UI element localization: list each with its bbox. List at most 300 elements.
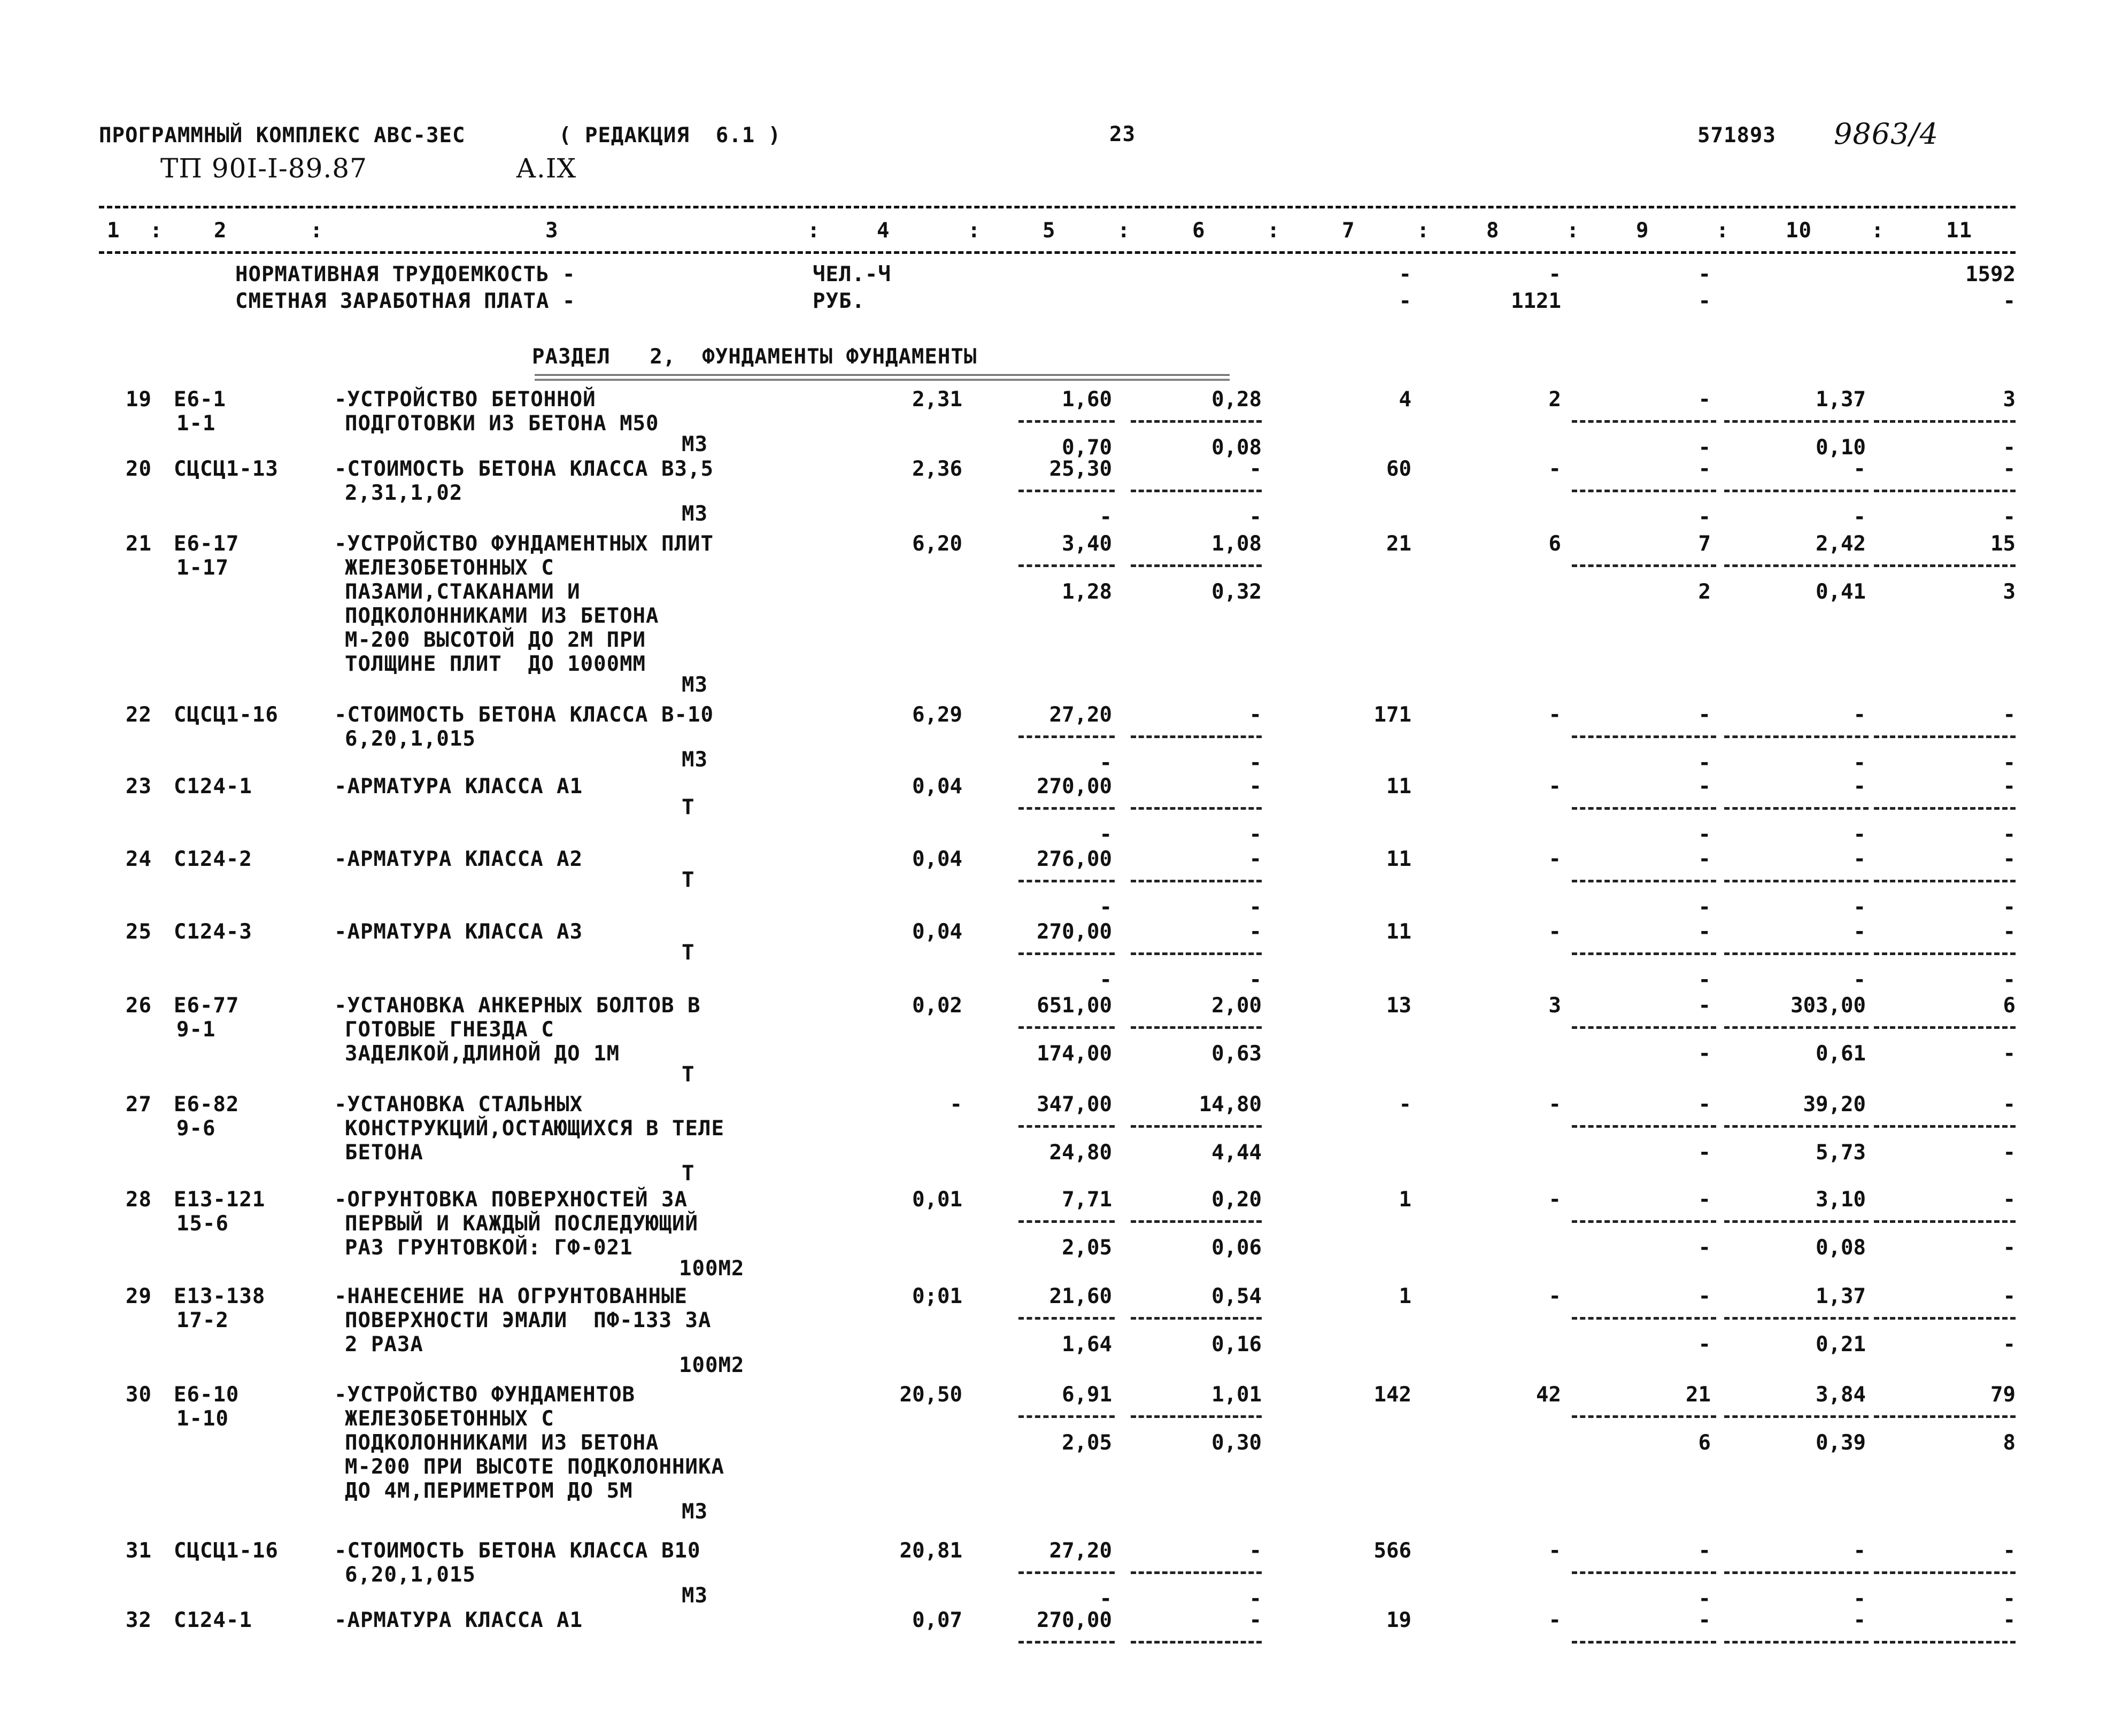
row-subcode: 15-6 — [176, 1212, 229, 1236]
fraction-rule — [1874, 1641, 2016, 1644]
machine-cost-sub: 2 — [1698, 580, 1711, 604]
machine-cost: - — [1698, 1092, 1711, 1117]
unit-price: 270,00 — [1037, 774, 1112, 799]
row-subcode: 17-2 — [176, 1308, 229, 1332]
machine-cost: - — [1698, 920, 1711, 944]
fraction-rule — [1131, 735, 1262, 738]
row-number: 24 — [126, 847, 152, 871]
machine-cost-sub: - — [1698, 1042, 1711, 1066]
fraction-rule — [1724, 735, 1869, 738]
machine-unit: - — [1853, 847, 1866, 871]
row-number: 26 — [126, 994, 152, 1018]
row-description: М-200 ПРИ ВЫСОТЕ ПОДКОЛОННИКА — [345, 1455, 724, 1479]
fraction-rule — [1874, 1220, 2016, 1223]
fraction-rule — [1018, 807, 1115, 810]
unit-wage: 2,00 — [1211, 994, 1262, 1018]
machine-cost: - — [1698, 387, 1711, 412]
fraction-rule — [1572, 1125, 1716, 1128]
unit-wage: - — [1249, 703, 1262, 727]
quantity: 20,50 — [899, 1383, 962, 1407]
labor-cost: - — [2003, 920, 2016, 944]
unit-price-wage: 2,05 — [1062, 1431, 1112, 1455]
total-wage: - — [1548, 703, 1561, 727]
unit-wage: 0,28 — [1211, 387, 1262, 412]
labor-cost-sub: - — [2003, 436, 2016, 460]
row-number: 25 — [126, 920, 152, 944]
column-number: 3 — [545, 219, 559, 243]
fraction-rule — [1572, 1571, 1716, 1574]
machine-unit: 39,20 — [1803, 1092, 1866, 1117]
fraction-rule — [1724, 420, 1869, 423]
labor-cost-sub: - — [2003, 895, 2016, 919]
labor-cost-sub: - — [2003, 1141, 2016, 1165]
summary-unit: РУБ. — [813, 289, 865, 313]
labor-cost: - — [2003, 1608, 2016, 1632]
row-subcode: 9-6 — [176, 1117, 216, 1141]
row-code: Е13-121 — [174, 1188, 266, 1212]
row-description: ПАЗАМИ,СТАКАНАМИ И — [345, 580, 581, 604]
labor-cost: - — [2003, 847, 2016, 871]
unit-wage: - — [1249, 847, 1262, 871]
fraction-rule — [1018, 420, 1115, 423]
fraction-rule — [1131, 952, 1262, 955]
quantity: 20,81 — [899, 1539, 962, 1563]
machine-unit-sub: - — [1853, 968, 1866, 992]
unit-price: 27,20 — [1049, 703, 1112, 727]
project-number: ТП 90I-I-89.87 — [160, 153, 367, 184]
unit-wage: - — [1249, 457, 1262, 481]
row-unit: 100М2 — [679, 1257, 745, 1281]
fraction-rule — [1131, 1641, 1262, 1644]
fraction-rule — [1724, 880, 1869, 882]
row-description: -АРМАТУРА КЛАССА А1 — [334, 774, 583, 799]
total-cost: 142 — [1373, 1383, 1411, 1407]
machine-cost: - — [1698, 774, 1711, 799]
machine-cost: 21 — [1686, 1383, 1711, 1407]
unit-wage-sub: 4,44 — [1211, 1141, 1262, 1165]
unit-price: 25,30 — [1049, 457, 1112, 481]
column-number: 1 — [107, 219, 120, 243]
column-separator: : — [968, 219, 981, 243]
labor-cost: - — [2003, 703, 2016, 727]
row-description: -АРМАТУРА КЛАССА А1 — [334, 1608, 583, 1632]
machine-unit: 303,00 — [1790, 994, 1866, 1018]
unit-price-wage: 1,64 — [1062, 1332, 1112, 1357]
row-description: -СТОИМОСТЬ БЕТОНА КЛАССА В-10 — [334, 703, 714, 727]
fraction-rule — [1131, 1317, 1262, 1320]
row-unit: М3 — [682, 502, 708, 526]
machine-unit: - — [1853, 457, 1866, 481]
fraction-rule — [1018, 564, 1115, 567]
unit-price: 27,20 — [1049, 1539, 1112, 1563]
row-description: -УСТРОЙСТВО ФУНДАМЕНТНЫХ ПЛИТ — [334, 532, 714, 556]
row-unit: Т — [682, 795, 695, 819]
column-separator: : — [150, 219, 163, 243]
machine-unit: 1,37 — [1816, 1284, 1866, 1308]
fraction-rule — [1874, 735, 2016, 738]
total-wage: 3 — [1548, 994, 1561, 1018]
row-number: 19 — [126, 387, 152, 412]
machine-cost: - — [1698, 847, 1711, 871]
fraction-rule — [1018, 1415, 1115, 1418]
row-description: КОНСТРУКЦИЙ,ОСТАЮЩИХСЯ В ТЕЛЕ — [345, 1117, 724, 1141]
total-wage: - — [1548, 1092, 1561, 1117]
fraction-rule — [1724, 1415, 1869, 1418]
fraction-rule — [1874, 1125, 2016, 1128]
unit-wage-sub: - — [1249, 505, 1262, 529]
row-number: 31 — [126, 1539, 152, 1563]
fraction-rule — [1018, 1571, 1115, 1574]
unit-wage-sub: - — [1249, 968, 1262, 992]
fraction-rule — [1131, 1571, 1262, 1574]
fraction-rule — [1018, 1125, 1115, 1128]
column-separator: : — [1716, 219, 1730, 243]
summary-c8: 1121 — [1511, 289, 1561, 313]
total-wage: 6 — [1548, 532, 1561, 556]
fraction-rule — [1018, 880, 1115, 882]
column-separator: : — [1267, 219, 1280, 243]
machine-cost-sub: - — [1698, 436, 1711, 460]
fraction-rule — [1131, 564, 1262, 567]
fraction-rule — [1874, 1317, 2016, 1320]
row-description: -СТОИМОСТЬ БЕТОНА КЛАССА В10 — [334, 1539, 701, 1563]
machine-cost: - — [1698, 1539, 1711, 1563]
labor-cost: - — [2003, 457, 2016, 481]
unit-price-wage: - — [1099, 751, 1112, 775]
machine-unit: 3,84 — [1816, 1383, 1866, 1407]
machine-cost: 7 — [1698, 532, 1711, 556]
fraction-rule — [1874, 880, 2016, 882]
labor-cost-sub: - — [2003, 1587, 2016, 1611]
total-cost: 171 — [1373, 703, 1411, 727]
unit-price-wage: - — [1099, 895, 1112, 919]
unit-wage-sub: 0,30 — [1211, 1431, 1262, 1455]
row-description: ПОДКОЛОННИКАМИ ИЗ БЕТОНА — [345, 604, 659, 628]
fraction-rule — [1724, 490, 1869, 492]
total-cost: 13 — [1386, 994, 1411, 1018]
row-number: 20 — [126, 457, 152, 481]
row-subcode: 1-17 — [176, 556, 229, 580]
fraction-rule — [1018, 1317, 1115, 1320]
fraction-rule — [1874, 1026, 2016, 1029]
row-unit: Т — [682, 941, 695, 965]
labor-cost-sub: 3 — [2003, 580, 2016, 604]
row-description: ТОЛЩИНЕ ПЛИТ ДО 1000ММ — [345, 652, 646, 676]
total-wage: - — [1548, 1539, 1561, 1563]
fraction-rule — [1572, 420, 1716, 423]
total-cost: 566 — [1373, 1539, 1411, 1563]
labor-cost-sub: - — [2003, 505, 2016, 529]
machine-unit-sub: - — [1853, 505, 1866, 529]
row-description: БЕТОНА — [345, 1141, 423, 1165]
row-number: 21 — [126, 532, 152, 556]
summary-c7: - — [1399, 289, 1411, 313]
fraction-rule — [1724, 564, 1869, 567]
fraction-rule — [1572, 1317, 1716, 1320]
row-number: 28 — [126, 1188, 152, 1212]
summary-c7: - — [1399, 262, 1411, 286]
album-number: А.IX — [516, 153, 577, 184]
header-rule-bottom — [99, 251, 2016, 254]
fraction-rule — [1572, 490, 1716, 492]
machine-unit-sub: 5,73 — [1816, 1141, 1866, 1165]
machine-cost: - — [1698, 457, 1711, 481]
unit-price-wage: - — [1099, 1587, 1112, 1611]
unit-price: 21,60 — [1049, 1284, 1112, 1308]
labor-cost: 79 — [1990, 1383, 2016, 1407]
row-code: С124-3 — [174, 920, 252, 944]
row-description: М-200 ВЫСОТОЙ ДО 2М ПРИ — [345, 628, 646, 652]
unit-wage: 1,08 — [1211, 532, 1262, 556]
unit-wage: - — [1249, 1539, 1262, 1563]
unit-price: 270,00 — [1037, 1608, 1112, 1632]
machine-unit-sub: 0,61 — [1816, 1042, 1866, 1066]
column-number: 8 — [1486, 219, 1500, 243]
unit-wage-sub: 0,08 — [1211, 436, 1262, 460]
machine-cost-sub: 6 — [1698, 1431, 1711, 1455]
program-name: ПРОГРАММНЫЙ КОМПЛЕКС АВС-ЗЕС — [99, 123, 466, 148]
total-wage: - — [1548, 847, 1561, 871]
column-separator: : — [1566, 219, 1580, 243]
row-unit: М3 — [682, 1584, 708, 1608]
fraction-rule — [1874, 490, 2016, 492]
summary-label: СМЕТНАЯ ЗАРАБОТНАЯ ПЛАТА - — [235, 289, 576, 313]
labor-cost-sub: - — [2003, 968, 2016, 992]
fraction-rule — [1874, 1571, 2016, 1574]
summary-label: НОРМАТИВНАЯ ТРУДОЕМКОСТЬ - — [235, 262, 576, 286]
fraction-rule — [1131, 1220, 1262, 1223]
total-cost: 19 — [1386, 1608, 1411, 1632]
row-description: -УСТРОЙСТВО ФУНДАМЕНТОВ — [334, 1383, 636, 1407]
machine-unit: 2,42 — [1816, 532, 1866, 556]
unit-wage: 14,80 — [1199, 1092, 1262, 1117]
header-rule-top — [99, 206, 2016, 208]
total-cost: - — [1399, 1092, 1411, 1117]
fraction-rule — [1572, 1220, 1716, 1223]
labor-cost-sub: - — [2003, 1042, 2016, 1066]
machine-unit: - — [1853, 920, 1866, 944]
fraction-rule — [1018, 490, 1115, 492]
row-number: 32 — [126, 1608, 152, 1632]
quantity: 0,04 — [912, 847, 962, 871]
unit-price: 1,60 — [1062, 387, 1112, 412]
row-code: Е6-82 — [174, 1092, 240, 1117]
row-code: Е6-1 — [174, 387, 226, 412]
row-code: СЦСЦ1-13 — [174, 457, 279, 481]
unit-price-wage: - — [1099, 505, 1112, 529]
row-description: -АРМАТУРА КЛАССА А3 — [334, 920, 583, 944]
fraction-rule — [1018, 1026, 1115, 1029]
machine-cost-sub: - — [1698, 1587, 1711, 1611]
machine-cost: - — [1698, 1284, 1711, 1308]
column-number: 6 — [1192, 219, 1206, 243]
row-unit: Т — [682, 1063, 695, 1087]
fraction-rule — [1724, 807, 1869, 810]
row-number: 29 — [126, 1284, 152, 1308]
document-code: 571893 — [1697, 123, 1776, 148]
row-description: ГОТОВЫЕ ГНЕЗДА С — [345, 1018, 554, 1042]
total-wage: - — [1548, 1608, 1561, 1632]
fraction-rule — [1572, 1641, 1716, 1644]
section-title: РАЗДЕЛ 2, ФУНДАМЕНТЫ ФУНДАМЕНТЫ — [532, 345, 977, 369]
quantity: 0;01 — [912, 1284, 962, 1308]
quantity: 0,02 — [912, 994, 962, 1018]
total-cost: 4 — [1399, 387, 1411, 412]
fraction-rule — [1724, 1571, 1869, 1574]
column-separator: : — [1117, 219, 1131, 243]
quantity: 2,31 — [912, 387, 962, 412]
summary-unit: ЧЕЛ.-Ч — [813, 262, 891, 286]
machine-cost-sub: - — [1698, 895, 1711, 919]
row-description: 6,20,1,015 — [345, 727, 476, 751]
row-number: 27 — [126, 1092, 152, 1117]
fraction-rule — [1131, 1415, 1262, 1418]
column-number: 9 — [1636, 219, 1649, 243]
fraction-rule — [1018, 735, 1115, 738]
row-number: 23 — [126, 774, 152, 799]
fraction-rule — [1131, 490, 1262, 492]
machine-unit-sub: - — [1853, 1587, 1866, 1611]
quantity: 2,36 — [912, 457, 962, 481]
total-cost: 1 — [1399, 1284, 1411, 1308]
unit-price: 3,40 — [1062, 532, 1112, 556]
machine-unit-sub: - — [1853, 823, 1866, 847]
machine-unit-sub: 0,39 — [1816, 1431, 1866, 1455]
unit-price-wage: 24,80 — [1049, 1141, 1112, 1165]
row-description: -НАНЕСЕНИЕ НА ОГРУНТОВАННЫЕ — [334, 1284, 688, 1308]
fraction-rule — [1874, 952, 2016, 955]
row-description: -СТОИМОСТЬ БЕТОНА КЛАССА В3,5 — [334, 457, 714, 481]
fraction-rule — [1018, 1220, 1115, 1223]
edition: ( РЕДАКЦИЯ 6.1 ) — [559, 123, 782, 148]
column-number: 11 — [1946, 219, 1972, 243]
fraction-rule — [1131, 1026, 1262, 1029]
row-description: ЖЕЛЕЗОБЕТОННЫХ С — [345, 556, 554, 580]
unit-wage-sub: 0,32 — [1211, 580, 1262, 604]
row-unit: М3 — [682, 748, 708, 772]
row-unit: Т — [682, 1161, 695, 1185]
row-unit: 100М2 — [679, 1353, 745, 1377]
labor-cost-sub: - — [2003, 1236, 2016, 1260]
labor-cost: 3 — [2003, 387, 2016, 412]
machine-unit-sub: - — [1853, 751, 1866, 775]
machine-unit: 1,37 — [1816, 387, 1866, 412]
row-number: 22 — [126, 703, 152, 727]
machine-unit-sub: 0,10 — [1816, 436, 1866, 460]
machine-cost: - — [1698, 994, 1711, 1018]
total-cost: 21 — [1386, 532, 1411, 556]
unit-price-wage: 2,05 — [1062, 1236, 1112, 1260]
row-code: С124-2 — [174, 847, 252, 871]
unit-wage: 0,54 — [1211, 1284, 1262, 1308]
unit-wage: 0,20 — [1211, 1188, 1262, 1212]
fraction-rule — [1572, 1415, 1716, 1418]
row-description: ЖЕЛЕЗОБЕТОННЫХ С — [345, 1407, 554, 1431]
machine-cost-sub: - — [1698, 751, 1711, 775]
row-subcode: 1-1 — [176, 412, 216, 436]
row-code: СЦСЦ1-16 — [174, 703, 279, 727]
summary-c11: 1592 — [1965, 262, 2016, 286]
total-cost: 1 — [1399, 1188, 1411, 1212]
quantity: 6,20 — [912, 532, 962, 556]
column-separator: : — [310, 219, 323, 243]
fraction-rule — [1724, 1026, 1869, 1029]
machine-unit: - — [1853, 1539, 1866, 1563]
labor-cost: - — [2003, 1539, 2016, 1563]
fraction-rule — [1572, 1026, 1716, 1029]
row-description: ПЕРВЫЙ И КАЖДЫЙ ПОСЛЕДУЮЩИЙ — [345, 1212, 698, 1236]
row-code: Е6-17 — [174, 532, 240, 556]
unit-price-wage: 1,28 — [1062, 580, 1112, 604]
machine-cost-sub: - — [1698, 505, 1711, 529]
machine-cost: - — [1698, 1608, 1711, 1632]
quantity: 0,07 — [912, 1608, 962, 1632]
fraction-rule — [1131, 880, 1262, 882]
row-description: -АРМАТУРА КЛАССА А2 — [334, 847, 583, 871]
unit-wage-sub: 0,06 — [1211, 1236, 1262, 1260]
row-description: 6,20,1,015 — [345, 1563, 476, 1587]
labor-cost-sub: 8 — [2003, 1431, 2016, 1455]
machine-cost-sub: - — [1698, 1141, 1711, 1165]
row-description: -УСТРОЙСТВО БЕТОННОЙ — [334, 387, 596, 412]
column-number: 10 — [1786, 219, 1812, 243]
column-number: 2 — [214, 219, 227, 243]
fraction-rule — [1131, 807, 1262, 810]
quantity: 0,04 — [912, 920, 962, 944]
quantity: - — [950, 1092, 962, 1117]
machine-unit: 3,10 — [1816, 1188, 1866, 1212]
unit-wage-sub: - — [1249, 895, 1262, 919]
unit-price: 347,00 — [1037, 1092, 1112, 1117]
machine-cost-sub: - — [1698, 823, 1711, 847]
fraction-rule — [1572, 807, 1716, 810]
total-cost: 11 — [1386, 920, 1411, 944]
row-description: -УСТАНОВКА АНКЕРНЫХ БОЛТОВ В — [334, 994, 701, 1018]
row-description: 2 РАЗА — [345, 1332, 423, 1357]
row-code: С124-1 — [174, 1608, 252, 1632]
unit-price-wage: - — [1099, 968, 1112, 992]
quantity: 0,01 — [912, 1188, 962, 1212]
row-code: Е6-77 — [174, 994, 240, 1018]
unit-wage: - — [1249, 1608, 1262, 1632]
unit-price: 651,00 — [1037, 994, 1112, 1018]
column-separator: : — [1871, 219, 1885, 243]
unit-wage-sub: 0,16 — [1211, 1332, 1262, 1357]
fraction-rule — [1874, 807, 2016, 810]
fraction-rule — [1874, 1415, 2016, 1418]
fraction-rule — [1018, 952, 1115, 955]
machine-unit: - — [1853, 774, 1866, 799]
unit-price-wage: - — [1099, 823, 1112, 847]
unit-wage-sub: 0,63 — [1211, 1042, 1262, 1066]
total-wage: - — [1548, 1188, 1561, 1212]
total-cost: 11 — [1386, 774, 1411, 799]
unit-price: 7,71 — [1062, 1188, 1112, 1212]
row-description: ЗАДЕЛКОЙ,ДЛИНОЙ ДО 1М — [345, 1042, 620, 1066]
total-cost: 11 — [1386, 847, 1411, 871]
row-description: -ОГРУНТОВКА ПОВЕРХНОСТЕЙ ЗА — [334, 1188, 688, 1212]
row-code: Е13-138 — [174, 1284, 266, 1308]
row-description: -УСТАНОВКА СТАЛЬНЫХ — [334, 1092, 583, 1117]
total-wage: - — [1548, 1284, 1561, 1308]
total-wage: - — [1548, 457, 1561, 481]
summary-c8: - — [1548, 262, 1561, 286]
summary-c9: - — [1698, 289, 1711, 313]
machine-cost-sub: - — [1698, 968, 1711, 992]
column-number: 4 — [877, 219, 890, 243]
page-number: 23 — [1109, 122, 1136, 146]
machine-cost: - — [1698, 1188, 1711, 1212]
